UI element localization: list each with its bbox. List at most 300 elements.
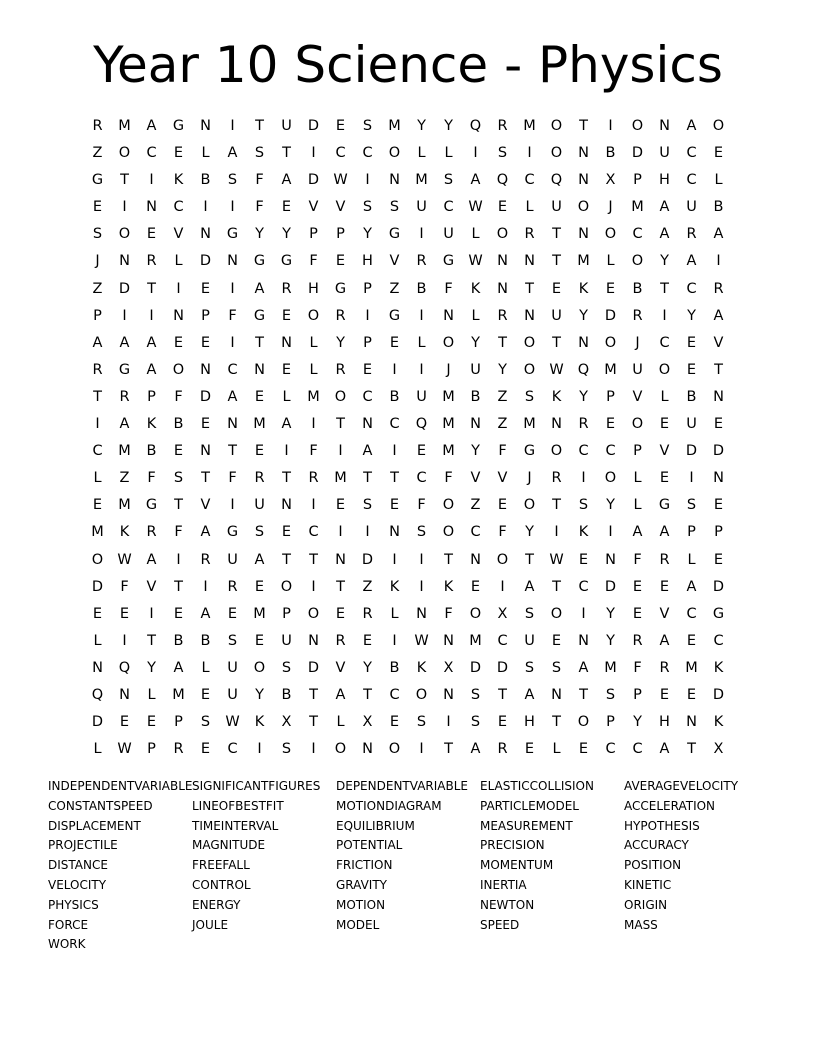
grid-letter[interactable]: S	[362, 118, 373, 134]
grid-letter[interactable]: S	[254, 524, 265, 541]
grid-letter[interactable]: A	[659, 741, 670, 758]
grid-letter[interactable]: X	[605, 172, 616, 189]
grid-letter[interactable]: B	[173, 632, 184, 649]
grid-letter[interactable]: V	[335, 199, 346, 216]
grid-letter[interactable]: O	[253, 659, 266, 676]
grid-letter[interactable]: O	[334, 741, 347, 758]
grid-letter[interactable]: N	[686, 714, 697, 731]
grid-letter[interactable]: C	[92, 443, 103, 460]
grid-letter[interactable]: H	[308, 280, 319, 297]
grid-letter[interactable]: Q	[91, 686, 104, 703]
grid-letter[interactable]: E	[200, 741, 211, 758]
grid-letter[interactable]: T	[228, 443, 237, 460]
grid-letter[interactable]: V	[659, 605, 670, 622]
grid-letter[interactable]: L	[147, 686, 156, 703]
grid-letter[interactable]: G	[658, 497, 671, 514]
grid-letter[interactable]: Q	[496, 172, 509, 189]
grid-letter[interactable]: N	[416, 605, 427, 622]
grid-letter[interactable]: L	[633, 470, 642, 487]
grid-letter[interactable]: M	[307, 388, 320, 405]
grid-letter[interactable]: S	[92, 226, 103, 243]
grid-letter[interactable]: S	[551, 659, 562, 676]
grid-letter[interactable]: I	[392, 361, 397, 378]
grid-letter[interactable]: R	[416, 253, 427, 270]
grid-letter[interactable]: T	[147, 280, 156, 297]
grid-letter[interactable]: E	[119, 714, 130, 731]
grid-letter[interactable]: W	[117, 741, 132, 758]
grid-letter[interactable]: M	[523, 118, 536, 134]
grid-letter[interactable]: F	[498, 524, 507, 541]
grid-letter[interactable]: T	[687, 741, 696, 758]
grid-letter[interactable]: Y	[660, 253, 669, 270]
grid-letter[interactable]: V	[632, 388, 643, 405]
grid-letter[interactable]: B	[605, 145, 616, 162]
grid-letter[interactable]: N	[200, 118, 211, 134]
grid-letter[interactable]: K	[416, 659, 427, 676]
grid-letter[interactable]: L	[660, 388, 669, 405]
grid-letter[interactable]: V	[497, 470, 508, 487]
grid-letter[interactable]: O	[307, 605, 320, 622]
grid-letter[interactable]: E	[92, 497, 103, 514]
grid-letter[interactable]: E	[416, 443, 427, 460]
grid-letter[interactable]: G	[280, 253, 293, 270]
grid-letter[interactable]: E	[92, 605, 103, 622]
grid-letter[interactable]: L	[93, 632, 102, 649]
grid-letter[interactable]: H	[524, 714, 535, 731]
grid-letter[interactable]: E	[281, 307, 292, 324]
grid-letter[interactable]: Y	[579, 307, 588, 324]
grid-letter[interactable]: E	[578, 551, 589, 568]
grid-letter[interactable]: I	[203, 199, 208, 216]
grid-letter[interactable]: H	[659, 172, 670, 189]
grid-letter[interactable]: O	[415, 686, 428, 703]
grid-letter[interactable]: C	[686, 172, 697, 189]
grid-letter[interactable]: F	[228, 470, 237, 487]
grid-letter[interactable]: W	[549, 551, 564, 568]
grid-letter[interactable]: E	[254, 632, 265, 649]
grid-letter[interactable]: T	[147, 632, 156, 649]
grid-letter[interactable]: C	[416, 470, 427, 487]
grid-letter[interactable]: F	[444, 470, 453, 487]
grid-letter[interactable]: Q	[118, 659, 131, 676]
grid-letter[interactable]: R	[524, 226, 535, 243]
grid-letter[interactable]: N	[578, 226, 589, 243]
grid-letter[interactable]: E	[551, 280, 562, 297]
grid-letter[interactable]: A	[578, 659, 589, 676]
grid-letter[interactable]: E	[281, 524, 292, 541]
grid-letter[interactable]: T	[552, 497, 561, 514]
grid-letter[interactable]: Y	[363, 659, 372, 676]
grid-letter[interactable]: D	[118, 280, 131, 297]
grid-letter[interactable]: B	[686, 388, 697, 405]
grid-letter[interactable]: Y	[579, 388, 588, 405]
grid-letter[interactable]: R	[308, 470, 319, 487]
grid-letter[interactable]: O	[631, 416, 644, 433]
grid-letter[interactable]: C	[146, 145, 157, 162]
grid-letter[interactable]: P	[174, 714, 183, 731]
grid-letter[interactable]: X	[362, 714, 373, 731]
grid-letter[interactable]: O	[388, 741, 401, 758]
grid-letter[interactable]: N	[146, 199, 157, 216]
grid-letter[interactable]: L	[606, 253, 615, 270]
grid-letter[interactable]: C	[470, 524, 481, 541]
grid-letter[interactable]: H	[362, 253, 373, 270]
grid-letter[interactable]: I	[419, 578, 424, 595]
grid-letter[interactable]: L	[633, 497, 642, 514]
grid-letter[interactable]: P	[201, 307, 210, 324]
grid-letter[interactable]: M	[604, 659, 617, 676]
grid-letter[interactable]: N	[227, 416, 238, 433]
grid-letter[interactable]: Y	[147, 659, 156, 676]
grid-letter[interactable]: E	[686, 334, 697, 351]
grid-letter[interactable]: F	[498, 443, 507, 460]
grid-letter[interactable]: I	[554, 524, 559, 541]
grid-letter[interactable]: C	[686, 280, 697, 297]
grid-letter[interactable]: V	[659, 443, 670, 460]
grid-letter[interactable]: B	[146, 443, 157, 460]
grid-letter[interactable]: L	[93, 470, 102, 487]
grid-letter[interactable]: C	[578, 578, 589, 595]
grid-letter[interactable]: P	[633, 443, 642, 460]
grid-letter[interactable]: W	[468, 253, 483, 270]
grid-letter[interactable]: E	[362, 632, 373, 649]
grid-letter[interactable]: A	[659, 632, 670, 649]
grid-letter[interactable]: N	[578, 334, 589, 351]
grid-letter[interactable]: P	[633, 686, 642, 703]
grid-letter[interactable]: S	[254, 145, 265, 162]
grid-letter[interactable]: I	[473, 145, 478, 162]
grid-letter[interactable]: K	[578, 524, 589, 541]
grid-letter[interactable]: T	[525, 551, 534, 568]
grid-letter[interactable]: C	[362, 388, 373, 405]
grid-letter[interactable]: C	[389, 416, 400, 433]
grid-letter[interactable]: T	[579, 686, 588, 703]
grid-letter[interactable]: E	[470, 578, 481, 595]
grid-letter[interactable]: F	[255, 199, 264, 216]
grid-letter[interactable]: F	[444, 280, 453, 297]
grid-letter[interactable]: S	[200, 714, 211, 731]
grid-letter[interactable]: S	[524, 659, 535, 676]
grid-letter[interactable]: T	[255, 334, 264, 351]
grid-letter[interactable]: S	[524, 605, 535, 622]
grid-letter[interactable]: Y	[498, 361, 507, 378]
grid-letter[interactable]: Y	[417, 118, 426, 134]
grid-letter[interactable]: S	[443, 172, 454, 189]
grid-letter[interactable]: C	[443, 199, 454, 216]
grid-letter[interactable]: V	[146, 578, 157, 595]
grid-letter[interactable]: G	[226, 226, 239, 243]
grid-letter[interactable]: B	[173, 416, 184, 433]
grid-letter[interactable]: Q	[415, 416, 428, 433]
grid-letter[interactable]: W	[414, 632, 429, 649]
grid-letter[interactable]: E	[362, 361, 373, 378]
grid-letter[interactable]: W	[225, 714, 240, 731]
grid-letter[interactable]: R	[254, 470, 265, 487]
grid-letter[interactable]: E	[713, 145, 724, 162]
grid-letter[interactable]: M	[118, 443, 131, 460]
grid-letter[interactable]: A	[713, 307, 724, 324]
grid-letter[interactable]: G	[442, 253, 455, 270]
grid-letter[interactable]: S	[362, 199, 373, 216]
grid-letter[interactable]: G	[712, 605, 725, 622]
grid-letter[interactable]: R	[335, 632, 346, 649]
grid-letter[interactable]: I	[203, 578, 208, 595]
grid-letter[interactable]: O	[631, 253, 644, 270]
grid-letter[interactable]: T	[174, 578, 183, 595]
grid-letter[interactable]: N	[362, 416, 373, 433]
grid-letter[interactable]: O	[442, 524, 455, 541]
grid-letter[interactable]: S	[173, 470, 184, 487]
grid-letter[interactable]: M	[442, 416, 455, 433]
grid-letter[interactable]: T	[552, 226, 561, 243]
grid-letter[interactable]: U	[227, 551, 238, 568]
grid-letter[interactable]: Y	[606, 605, 615, 622]
grid-letter[interactable]: X	[281, 714, 292, 731]
grid-letter[interactable]: P	[633, 172, 642, 189]
grid-letter[interactable]: E	[389, 714, 400, 731]
grid-letter[interactable]: O	[712, 118, 725, 134]
grid-letter[interactable]: A	[713, 226, 724, 243]
grid-letter[interactable]: C	[659, 334, 670, 351]
grid-letter[interactable]: E	[497, 497, 508, 514]
grid-letter[interactable]: E	[686, 361, 697, 378]
grid-letter[interactable]: E	[497, 714, 508, 731]
grid-letter[interactable]: C	[605, 443, 616, 460]
grid-letter[interactable]: R	[497, 307, 508, 324]
grid-letter[interactable]: U	[632, 361, 643, 378]
grid-letter[interactable]: R	[335, 361, 346, 378]
grid-letter[interactable]: L	[444, 145, 453, 162]
grid-letter[interactable]: E	[713, 416, 724, 433]
grid-letter[interactable]: B	[389, 388, 400, 405]
grid-letter[interactable]: V	[173, 226, 184, 243]
grid-letter[interactable]: I	[230, 334, 235, 351]
grid-letter[interactable]: Y	[444, 118, 453, 134]
grid-letter[interactable]: P	[363, 334, 372, 351]
grid-letter[interactable]: L	[309, 361, 318, 378]
grid-letter[interactable]: O	[550, 118, 563, 134]
grid-letter[interactable]: M	[118, 118, 131, 134]
grid-letter[interactable]: F	[444, 605, 453, 622]
grid-letter[interactable]: T	[255, 118, 264, 134]
grid-letter[interactable]: P	[363, 280, 372, 297]
grid-letter[interactable]: K	[443, 578, 454, 595]
grid-letter[interactable]: C	[686, 145, 697, 162]
grid-letter[interactable]: S	[686, 497, 697, 514]
grid-letter[interactable]: D	[91, 578, 104, 595]
grid-letter[interactable]: L	[174, 253, 183, 270]
grid-letter[interactable]: K	[713, 714, 724, 731]
grid-letter[interactable]: A	[200, 524, 211, 541]
grid-letter[interactable]: F	[417, 497, 426, 514]
grid-letter[interactable]: I	[284, 443, 289, 460]
grid-letter[interactable]: E	[578, 741, 589, 758]
grid-letter[interactable]: O	[91, 551, 104, 568]
grid-letter[interactable]: E	[551, 632, 562, 649]
grid-letter[interactable]: B	[632, 280, 643, 297]
grid-letter[interactable]: G	[226, 524, 239, 541]
grid-letter[interactable]: K	[389, 578, 400, 595]
grid-letter[interactable]: I	[149, 605, 154, 622]
grid-letter[interactable]: F	[174, 388, 183, 405]
grid-letter[interactable]: N	[443, 307, 454, 324]
grid-letter[interactable]: D	[712, 578, 725, 595]
grid-letter[interactable]: L	[201, 145, 210, 162]
grid-letter[interactable]: C	[713, 632, 724, 649]
grid-letter[interactable]: M	[118, 497, 131, 514]
grid-letter[interactable]: K	[254, 714, 265, 731]
grid-letter[interactable]: R	[659, 551, 670, 568]
grid-letter[interactable]: O	[442, 334, 455, 351]
grid-letter[interactable]: F	[174, 524, 183, 541]
grid-letter[interactable]: Y	[606, 632, 615, 649]
grid-letter[interactable]: L	[336, 714, 345, 731]
grid-letter[interactable]: Y	[606, 497, 615, 514]
grid-letter[interactable]: R	[335, 307, 346, 324]
grid-letter[interactable]: I	[176, 551, 181, 568]
grid-letter[interactable]: T	[390, 470, 399, 487]
grid-letter[interactable]: T	[579, 118, 588, 134]
grid-letter[interactable]: S	[281, 741, 292, 758]
grid-letter[interactable]: F	[633, 551, 642, 568]
grid-letter[interactable]: M	[604, 361, 617, 378]
grid-letter[interactable]: O	[442, 497, 455, 514]
grid-letter[interactable]: P	[606, 388, 615, 405]
grid-letter[interactable]: E	[389, 497, 400, 514]
grid-letter[interactable]: J	[95, 253, 100, 270]
grid-letter[interactable]: G	[253, 253, 266, 270]
grid-letter[interactable]: A	[686, 253, 697, 270]
grid-letter[interactable]: I	[662, 307, 667, 324]
grid-letter[interactable]: S	[227, 632, 238, 649]
grid-letter[interactable]: E	[659, 470, 670, 487]
grid-letter[interactable]: P	[147, 388, 156, 405]
grid-letter[interactable]: G	[388, 226, 401, 243]
grid-letter[interactable]: G	[145, 497, 158, 514]
grid-letter[interactable]: P	[714, 524, 723, 541]
grid-letter[interactable]: Q	[469, 118, 482, 134]
grid-letter[interactable]: N	[605, 551, 616, 568]
grid-letter[interactable]: H	[659, 714, 670, 731]
grid-letter[interactable]: L	[390, 605, 399, 622]
grid-letter[interactable]: N	[281, 334, 292, 351]
grid-letter[interactable]: F	[120, 578, 129, 595]
grid-letter[interactable]: A	[524, 578, 535, 595]
grid-letter[interactable]: K	[146, 416, 157, 433]
grid-letter[interactable]: B	[200, 172, 211, 189]
grid-letter[interactable]: N	[119, 686, 130, 703]
grid-letter[interactable]: C	[335, 145, 346, 162]
grid-letter[interactable]: D	[199, 388, 212, 405]
grid-letter[interactable]: N	[524, 307, 535, 324]
grid-letter[interactable]: N	[281, 497, 292, 514]
grid-letter[interactable]: O	[631, 118, 644, 134]
grid-letter[interactable]: C	[362, 145, 373, 162]
grid-letter[interactable]: E	[389, 334, 400, 351]
grid-letter[interactable]: K	[551, 388, 562, 405]
grid-letter[interactable]: S	[227, 172, 238, 189]
grid-letter[interactable]: P	[309, 226, 318, 243]
grid-letter[interactable]: F	[309, 443, 318, 460]
grid-letter[interactable]: K	[713, 659, 724, 676]
grid-letter[interactable]: N	[254, 361, 265, 378]
grid-letter[interactable]: E	[686, 632, 697, 649]
grid-letter[interactable]: T	[120, 172, 129, 189]
grid-letter[interactable]: N	[524, 253, 535, 270]
grid-letter[interactable]: I	[311, 145, 316, 162]
grid-letter[interactable]: R	[578, 416, 589, 433]
grid-letter[interactable]: X	[497, 605, 508, 622]
grid-letter[interactable]: N	[227, 253, 238, 270]
grid-letter[interactable]: F	[309, 253, 318, 270]
grid-letter[interactable]: S	[470, 714, 481, 731]
grid-letter[interactable]: N	[551, 416, 562, 433]
grid-letter[interactable]: C	[524, 172, 535, 189]
grid-letter[interactable]: I	[122, 307, 127, 324]
grid-letter[interactable]: Y	[282, 226, 291, 243]
grid-letter[interactable]: T	[309, 551, 318, 568]
grid-letter[interactable]: C	[497, 632, 508, 649]
grid-letter[interactable]: N	[659, 118, 670, 134]
grid-letter[interactable]: M	[469, 632, 482, 649]
grid-letter[interactable]: A	[254, 551, 265, 568]
grid-letter[interactable]: T	[174, 497, 183, 514]
grid-letter[interactable]: N	[578, 145, 589, 162]
grid-letter[interactable]: A	[335, 686, 346, 703]
grid-letter[interactable]: P	[336, 226, 345, 243]
grid-letter[interactable]: R	[551, 470, 562, 487]
grid-letter[interactable]: T	[714, 361, 723, 378]
grid-letter[interactable]: C	[605, 741, 616, 758]
grid-letter[interactable]: V	[335, 659, 346, 676]
grid-letter[interactable]: I	[419, 226, 424, 243]
grid-letter[interactable]: G	[334, 280, 347, 297]
grid-letter[interactable]: N	[173, 307, 184, 324]
grid-letter[interactable]: O	[118, 226, 131, 243]
grid-letter[interactable]: E	[200, 416, 211, 433]
grid-letter[interactable]: U	[254, 497, 265, 514]
grid-letter[interactable]: F	[147, 470, 156, 487]
grid-letter[interactable]: D	[469, 659, 482, 676]
grid-letter[interactable]: E	[173, 334, 184, 351]
grid-letter[interactable]: O	[604, 470, 617, 487]
grid-letter[interactable]: I	[230, 118, 235, 134]
grid-letter[interactable]: R	[200, 551, 211, 568]
grid-letter[interactable]: A	[686, 118, 697, 134]
grid-letter[interactable]: M	[442, 388, 455, 405]
grid-letter[interactable]: B	[416, 280, 427, 297]
grid-letter[interactable]: B	[713, 199, 724, 216]
grid-letter[interactable]: R	[119, 388, 130, 405]
grid-letter[interactable]: I	[716, 253, 721, 270]
grid-letter[interactable]: E	[713, 497, 724, 514]
grid-letter[interactable]: L	[471, 307, 480, 324]
grid-letter[interactable]: I	[149, 307, 154, 324]
grid-letter[interactable]: S	[497, 145, 508, 162]
grid-letter[interactable]: A	[173, 659, 184, 676]
grid-letter[interactable]: G	[172, 118, 185, 134]
grid-letter[interactable]: L	[525, 199, 534, 216]
grid-letter[interactable]: T	[552, 578, 561, 595]
grid-letter[interactable]: D	[307, 172, 320, 189]
grid-letter[interactable]: I	[338, 443, 343, 460]
grid-letter[interactable]: I	[689, 470, 694, 487]
grid-letter[interactable]: M	[334, 470, 347, 487]
grid-letter[interactable]: Z	[119, 470, 130, 487]
grid-letter[interactable]: I	[608, 524, 613, 541]
grid-letter[interactable]: U	[281, 118, 292, 134]
grid-letter[interactable]: N	[389, 524, 400, 541]
